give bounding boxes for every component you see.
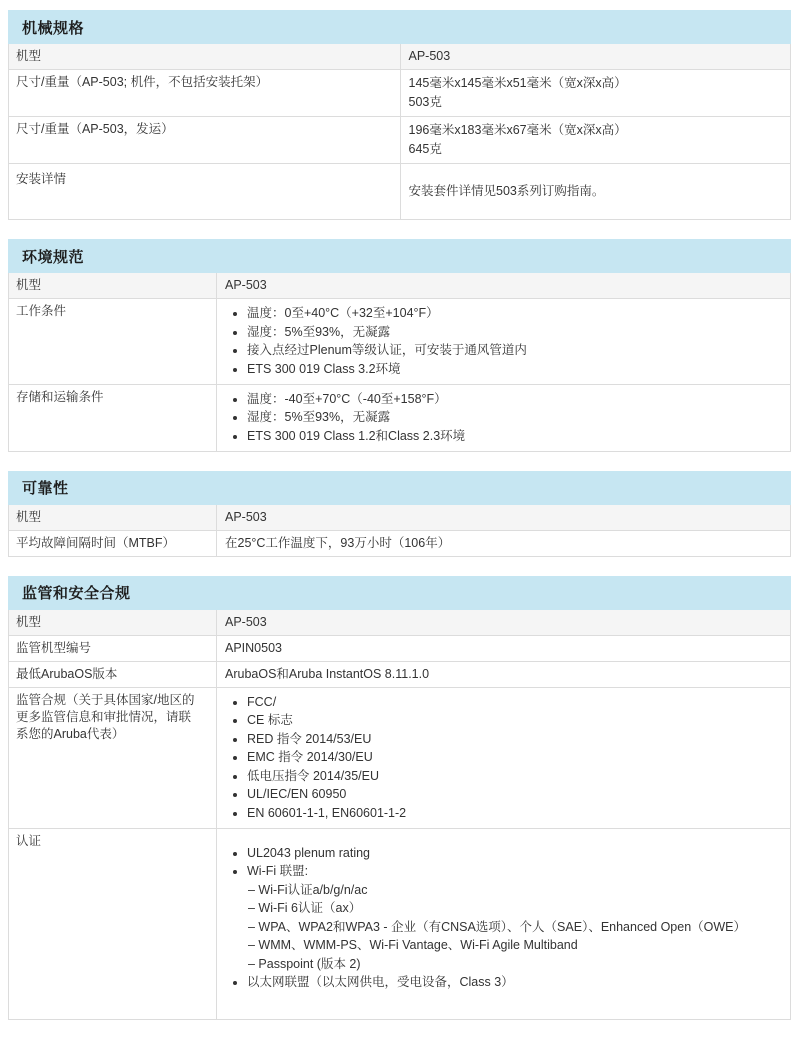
- spec-label: 存储和运输条件: [16, 389, 104, 404]
- spec-label: 机型: [16, 614, 42, 629]
- table-row: [9, 828, 790, 1020]
- table-row: [9, 687, 790, 828]
- table-row: [9, 505, 790, 530]
- bullet-item: • 接入点经过Plenum等级认证，可安装于通风管道内: [247, 342, 780, 359]
- table-row: [9, 610, 790, 635]
- section-environmental-specs: [8, 239, 791, 452]
- spec-value: [216, 385, 790, 451]
- bullet-item: • CE 标志: [247, 712, 780, 729]
- spec-label: 监管机型编号: [16, 640, 92, 655]
- bullet-list: [225, 694, 780, 822]
- spec-table-body: [8, 44, 791, 220]
- bullet-item: • 湿度：5%至93%，无凝露: [247, 324, 780, 341]
- spec-label: 最低ArubaOS版本: [16, 666, 118, 681]
- spec-value: AP-503: [216, 273, 790, 298]
- spec-value: AP-503: [400, 44, 791, 69]
- bullet-item: • 湿度：5%至93%，无凝露: [247, 409, 780, 426]
- table-row: [9, 530, 790, 556]
- bullet-item: • 温度：0至+40°C（+32至+104°F）: [247, 305, 780, 322]
- bullet-subitem: – Passpoint (版本 2): [248, 956, 361, 971]
- spec-label: 工作条件: [16, 304, 67, 318]
- value-line: 645克: [408, 142, 442, 156]
- value-line: 安装套件详情见503系列订购指南。: [408, 184, 605, 198]
- section-title: 监管和安全合规: [8, 576, 791, 610]
- bullet-item: • ETS 300 019 Class 1.2和Class 2.3环境: [247, 428, 780, 445]
- spec-value: [400, 117, 791, 163]
- spec-value: 在25°C工作温度下，93万小时（106年）: [216, 531, 790, 556]
- spec-value: [216, 299, 790, 384]
- bullet-item: • EMC 指令 2014/30/EU: [247, 749, 780, 766]
- section-title: 可靠性: [8, 471, 791, 505]
- spec-label: 机型: [16, 278, 42, 292]
- spec-label: 机型: [16, 49, 42, 63]
- spec-table-body: [8, 610, 791, 1021]
- spec-value: [216, 829, 790, 1020]
- section-mechanical-specs: [8, 10, 791, 220]
- section-reliability: [8, 471, 791, 557]
- table-row: [9, 661, 790, 687]
- spec-value: APIN0503: [216, 636, 790, 661]
- bullet-subitem: – Wi-Fi认证a/b/g/n/ac: [248, 882, 368, 897]
- table-row: [9, 69, 790, 116]
- spec-label: 尺寸/重量（AP-503，发运）: [16, 122, 174, 136]
- spec-label: 安装详情: [16, 172, 67, 186]
- value-line: 145毫米x145毫米x51毫米（宽x深x高）: [408, 76, 627, 90]
- spec-label: 认证: [16, 833, 42, 848]
- section-title: 机械规格: [8, 10, 791, 44]
- spec-value: [216, 688, 790, 828]
- bullet-item: • ETS 300 019 Class 3.2环境: [247, 361, 780, 378]
- spec-table-body: [8, 505, 791, 557]
- table-row: [9, 384, 790, 451]
- spec-value: [400, 164, 791, 219]
- table-row: [9, 635, 790, 661]
- spec-value: AP-503: [216, 505, 790, 530]
- bullet-item: • EN 60601-1-1, EN60601-1-2: [247, 805, 780, 822]
- bullet-subitem: – WMM、WMM-PS、Wi-Fi Vantage、Wi-Fi Agile Multiband: [248, 938, 578, 952]
- spec-label: 监管合规（关于具体国家/地区的更多监管信息和审批情况，请联系您的Aruba代表）: [16, 692, 195, 741]
- spec-table-body: [8, 273, 791, 452]
- bullet-item: • UL2043 plenum rating: [247, 845, 780, 862]
- section-regulatory-compliance: [8, 576, 791, 1021]
- table-row: [9, 298, 790, 384]
- table-row: [9, 163, 790, 219]
- spec-value: ArubaOS和Aruba InstantOS 8.11.1.0: [216, 662, 790, 687]
- table-row: [9, 273, 790, 298]
- spec-value: [400, 70, 791, 116]
- bullet-item: • FCC/: [247, 694, 780, 711]
- table-row: [9, 44, 790, 69]
- bullet-item: • RED 指令 2014/53/EU: [247, 731, 780, 748]
- spec-label: 尺寸/重量（AP-503; 机件，不包括安装托架）: [16, 75, 269, 89]
- spec-label: 平均故障间隔时间（MTBF）: [16, 535, 176, 550]
- spec-value: AP-503: [216, 610, 790, 635]
- spec-label: 机型: [16, 509, 42, 524]
- table-row: [9, 116, 790, 163]
- section-title: 环境规范: [8, 239, 791, 273]
- bullet-item: • 温度：-40至+70°C（-40至+158°F）: [247, 391, 780, 408]
- bullet-item: • Wi-Fi 联盟:: [247, 863, 780, 880]
- value-line: 503克: [408, 95, 442, 109]
- bullet-list: [225, 391, 780, 445]
- bullet-item: • 以太网联盟（以太网供电，受电设备，Class 3）: [247, 974, 780, 991]
- bullet-subitem: – WPA、WPA2和WPA3 - 企业（有CNSA选项）、个人（SAE）、Enhanced Open（OWE）: [248, 919, 747, 934]
- bullet-list: [225, 305, 780, 378]
- value-line: 196毫米x183毫米x67毫米（宽x深x高）: [408, 123, 627, 137]
- bullet-subitem: – Wi-Fi 6认证（ax）: [248, 901, 362, 915]
- bullet-item: • 低电压指令 2014/35/EU: [247, 768, 780, 785]
- bullet-list: [225, 845, 780, 992]
- bullet-item: • UL/IEC/EN 60950: [247, 786, 780, 803]
